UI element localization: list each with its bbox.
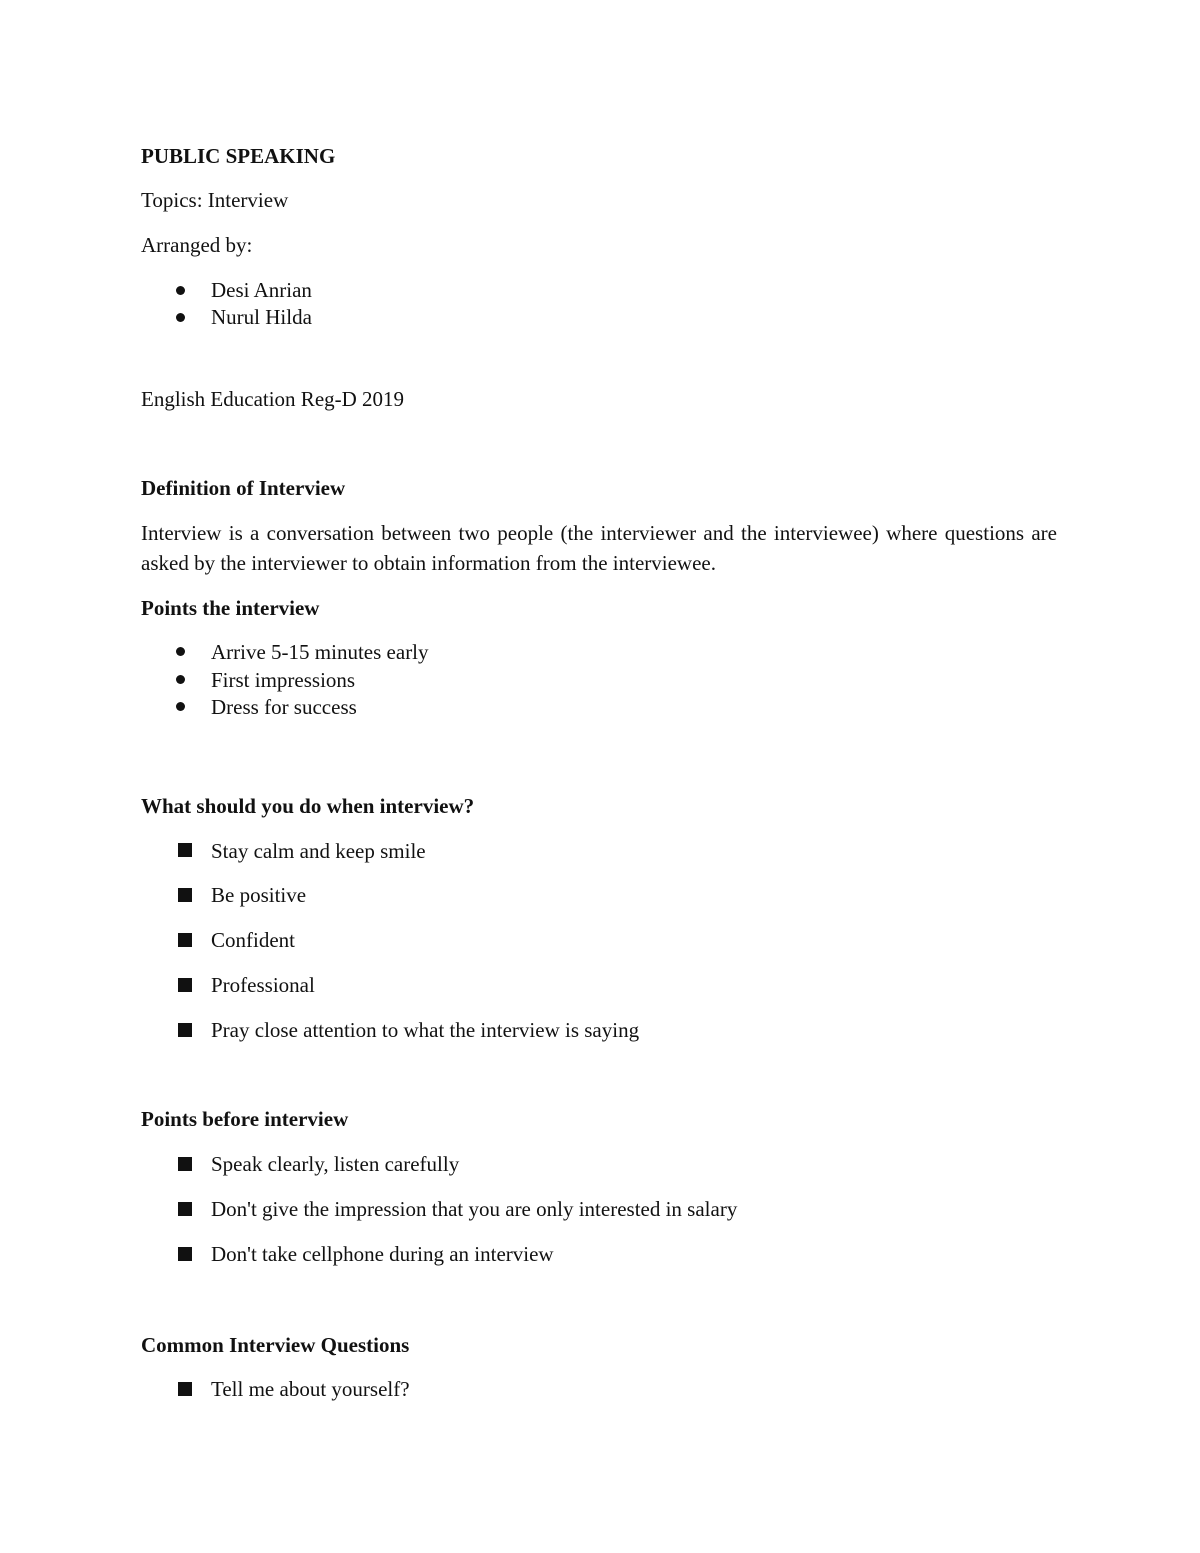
list-item: Professional [211,973,315,997]
common-questions-heading: Common Interview Questions [141,1333,410,1357]
class-info: English Education Reg-D 2019 [141,387,405,411]
author-name: Nurul Hilda [211,305,312,329]
bullet-dot-icon [176,702,185,711]
arranged-by-label: Arranged by: [141,233,253,257]
list-item: Tell me about yourself? [211,1377,410,1401]
definition-text: Interview is a conversation between two people (the interviewer and the interviewee) where questions are asked by the interviewer to obtain information from the interviewee. [141,521,1057,575]
bullet-square-icon [178,978,192,992]
list-item: Be positive [211,883,307,907]
bullet-square-icon [178,888,192,902]
list-item: Pray close attention to what the interview is saying [211,1018,640,1042]
definition-heading: Definition of Interview [141,476,346,500]
bullet-dot-icon [176,675,185,684]
list-item: Dress for success [211,695,357,719]
bullet-dot-icon [176,647,185,656]
bullet-square-icon [178,1247,192,1261]
list-item: First impressions [211,668,356,692]
list-item: Speak clearly, listen carefully [211,1152,460,1176]
bullet-dot-icon [176,313,185,322]
list-item: Stay calm and keep smile [211,839,426,863]
list-item: Don't give the impression that you are only interested in salary [211,1197,738,1221]
bullet-square-icon [178,1023,192,1037]
list-item: Arrive 5-15 minutes early [211,640,429,664]
bullet-square-icon [178,1157,192,1171]
document-title: PUBLIC SPEAKING [141,144,336,168]
author-name: Desi Anrian [211,278,312,302]
bullet-square-icon [178,933,192,947]
list-item: Don't take cellphone during an interview [211,1242,554,1266]
bullet-square-icon [178,1202,192,1216]
what-to-do-heading: What should you do when interview? [141,794,475,818]
points-interview-heading: Points the interview [141,596,320,620]
bullet-dot-icon [176,286,185,295]
topics-line: Topics: Interview [141,188,289,212]
bullet-square-icon [178,843,192,857]
points-before-heading: Points before interview [141,1107,349,1131]
bullet-square-icon [178,1382,192,1396]
list-item: Confident [211,928,295,952]
